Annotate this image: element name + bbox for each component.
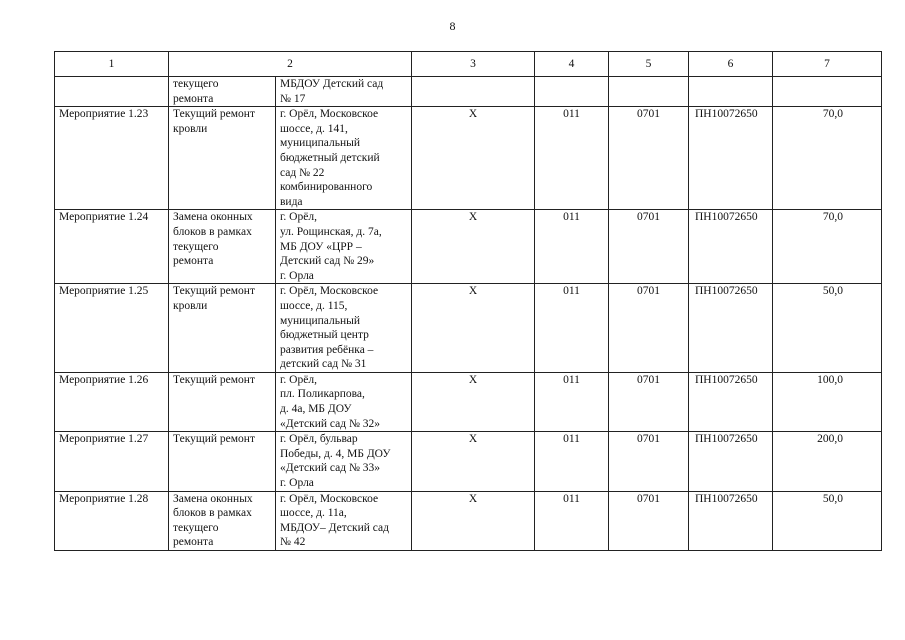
column-4-cell: 011	[535, 210, 609, 284]
table-header-row	[55, 52, 882, 77]
column-3-cell: X	[412, 372, 535, 431]
table-row	[55, 432, 882, 491]
column-4-cell: 011	[535, 107, 609, 210]
column-4-cell: 011	[535, 372, 609, 431]
description-cell: Текущий ремонт	[169, 432, 276, 491]
column-5-cell	[609, 77, 689, 107]
address-cell: г. Орёл, бульвар Победы, д. 4, МБ ДОУ «Детский сад № 33» г. Орла	[276, 432, 412, 491]
column-7-cell: 70,0	[773, 210, 882, 284]
description-cell: Текущий ремонт кровли	[169, 107, 276, 210]
address-cell: г. Орёл, пл. Поликарпова, д. 4а, МБ ДОУ «Детский сад № 32»	[276, 372, 412, 431]
table-row	[55, 491, 882, 550]
address-cell: г. Орёл, Московское шоссе, д. 141, муниципальный бюджетный детский сад № 22 комбинированного вида	[276, 107, 412, 210]
description-cell: Замена оконных блоков в рамках текущего ремонта	[169, 210, 276, 284]
description-cell: Текущий ремонт	[169, 372, 276, 431]
column-3-cell: X	[412, 284, 535, 373]
column-7-cell: 200,0	[773, 432, 882, 491]
table-row	[55, 77, 882, 107]
table-row	[55, 284, 882, 373]
program-activities-table	[54, 51, 882, 551]
column-6-cell: ПН10072650	[689, 284, 773, 373]
column-3-cell	[412, 77, 535, 107]
table-body	[55, 52, 882, 551]
column-4-cell: 011	[535, 284, 609, 373]
column-6-cell: ПН10072650	[689, 210, 773, 284]
column-6-cell: ПН10072650	[689, 491, 773, 550]
activity-cell: Мероприятие 1.26	[55, 372, 169, 431]
column-6-cell: ПН10072650	[689, 372, 773, 431]
activity-cell: Мероприятие 1.23	[55, 107, 169, 210]
header-cell-3: 3	[412, 52, 535, 77]
column-3-cell: X	[412, 107, 535, 210]
description-cell: Текущий ремонт кровли	[169, 284, 276, 373]
activity-cell: Мероприятие 1.27	[55, 432, 169, 491]
column-3-cell: X	[412, 210, 535, 284]
description-cell: Замена оконных блоков в рамках текущего ремонта	[169, 491, 276, 550]
column-6-cell	[689, 77, 773, 107]
address-cell: г. Орёл, Московское шоссе, д. 11а, МБДОУ– Детский сад № 42	[276, 491, 412, 550]
activity-cell: Мероприятие 1.25	[55, 284, 169, 373]
activity-cell: Мероприятие 1.28	[55, 491, 169, 550]
column-7-cell: 50,0	[773, 284, 882, 373]
column-7-cell	[773, 77, 882, 107]
header-cell-4: 4	[535, 52, 609, 77]
table-row	[55, 107, 882, 210]
address-cell: МБДОУ Детский сад № 17	[276, 77, 412, 107]
column-7-cell: 50,0	[773, 491, 882, 550]
column-5-cell: 0701	[609, 210, 689, 284]
page-number: 8	[449, 19, 456, 33]
column-5-cell: 0701	[609, 372, 689, 431]
column-7-cell: 100,0	[773, 372, 882, 431]
column-5-cell: 0701	[609, 432, 689, 491]
column-4-cell: 011	[535, 491, 609, 550]
header-cell-5: 5	[609, 52, 689, 77]
column-5-cell: 0701	[609, 107, 689, 210]
column-4-cell: 011	[535, 432, 609, 491]
table-row	[55, 372, 882, 431]
header-cell-6: 6	[689, 52, 773, 77]
description-cell: текущего ремонта	[169, 77, 276, 107]
column-3-cell: X	[412, 432, 535, 491]
column-3-cell: X	[412, 491, 535, 550]
column-7-cell: 70,0	[773, 107, 882, 210]
table-row	[55, 210, 882, 284]
header-cell-2: 2	[169, 52, 412, 77]
address-cell: г. Орёл, ул. Рощинская, д. 7а, МБ ДОУ «ЦРР – Детский сад № 29» г. Орла	[276, 210, 412, 284]
column-6-cell: ПН10072650	[689, 432, 773, 491]
header-cell-7: 7	[773, 52, 882, 77]
activity-cell	[55, 77, 169, 107]
header-cell-1: 1	[55, 52, 169, 77]
column-5-cell: 0701	[609, 491, 689, 550]
column-6-cell: ПН10072650	[689, 107, 773, 210]
column-4-cell	[535, 77, 609, 107]
address-cell: г. Орёл, Московское шоссе, д. 115, муниципальный бюджетный центр развития ребёнка – детский сад № 31	[276, 284, 412, 373]
activity-cell: Мероприятие 1.24	[55, 210, 169, 284]
column-5-cell: 0701	[609, 284, 689, 373]
